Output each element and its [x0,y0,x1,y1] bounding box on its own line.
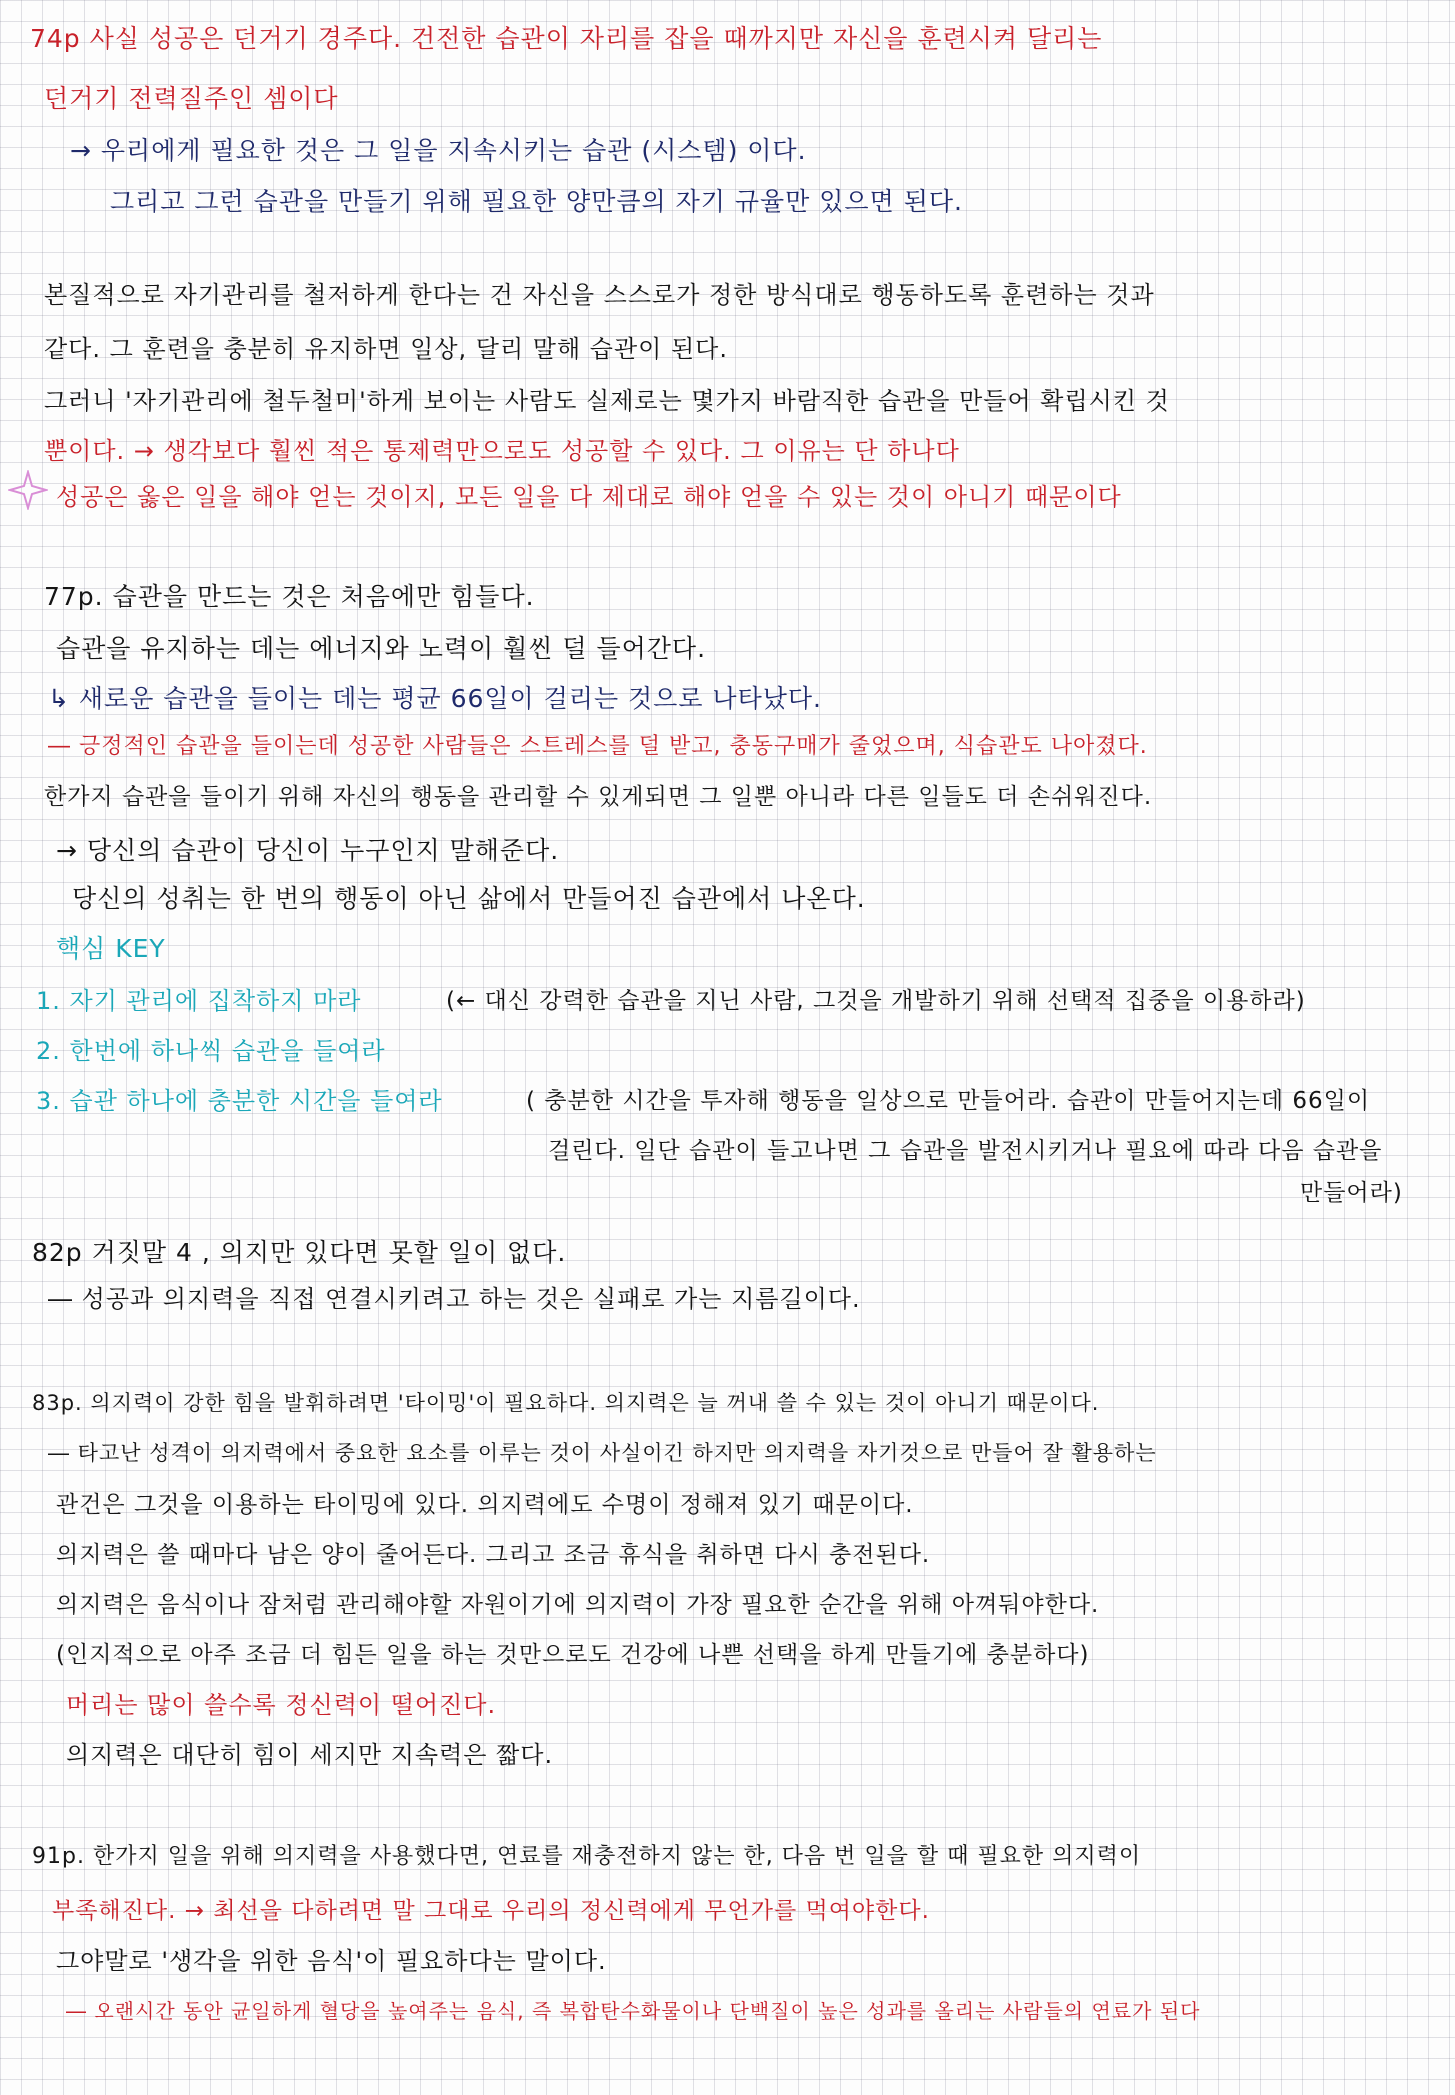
note-line: 성공은 옳은 일을 해야 얻는 것이지, 모든 일을 다 제대로 해야 얻을 수 있는 것이 아니기 때문이다 [56,483,1122,511]
note-line: ↳ 새로운 습관을 들이는 데는 평균 66일이 걸리는 것으로 나타났다. [48,684,822,713]
note-line: 82p 거짓말 4 , 의지만 있다면 못할 일이 없다. [32,1238,567,1267]
note-line: 한가지 습관을 들이기 위해 자신의 행동을 관리할 수 있게되면 그 일뿐 아니라 다른 일들도 더 손쉬워진다. [44,784,1153,810]
note-line: 91p. 한가지 일을 위해 의지력을 사용했다면, 연료를 재충전하지 않는 한, 다음 번 일을 할 때 필요한 의지력이 [32,1844,1142,1869]
note-line: 습관을 유지하는 데는 에너지와 노력이 훨씬 덜 들어간다. [56,634,707,663]
note-line: 관건은 그것을 이용하는 타이밍에 있다. 의지력에도 수명이 정해져 있기 때문이다. [56,1492,914,1518]
key-item-1: 1. 자기 관리에 집착하지 마라 [36,987,362,1015]
note-line: → 우리에게 필요한 것은 그 일을 지속시키는 습관 (시스템) 이다. [70,136,807,165]
note-line: 74p 사실 성공은 던거기 경주다. 건전한 습관이 자리를 잡을 때까지만 자신을 훈련시켜 달리는 [30,24,1103,53]
key-heading: 핵심 KEY [56,934,166,963]
note-line: 만들어라) [1300,1180,1403,1206]
note-line: 그야말로 '생각을 위한 음식'이 필요하다는 말이다. [56,1947,607,1975]
note-line: → 당신의 습관이 당신이 누구인지 말해준다. [56,836,560,865]
note-line: 당신의 성취는 한 번의 행동이 아닌 삶에서 만들어진 습관에서 나온다. [72,884,866,913]
note-line: ― 타고난 성격이 의지력에서 중요한 요소를 이루는 것이 사실이긴 하지만 의지력을 자기것으로 만들어 잘 활용하는 [48,1441,1157,1465]
note-line: ( 충분한 시간을 투자해 행동을 일상으로 만들어라. 습관이 만들어지는데 66일이 [526,1088,1371,1114]
note-line: 머리는 많이 쓸수록 정신력이 떨어진다. [66,1691,497,1719]
key-item-3: 3. 습관 하나에 충분한 시간을 들여라 [36,1087,443,1115]
star-mark-icon [8,470,48,510]
key-item-2: 2. 한번에 하나씩 습관을 들여라 [36,1037,386,1065]
note-line: ― 성공과 의지력을 직접 연결시키려고 하는 것은 실패로 가는 지름길이다. [48,1285,861,1313]
note-line: 본질적으로 자기관리를 철저하게 한다는 건 자신을 스스로가 정한 방식대로 행동하도록 훈련하는 것과 [44,281,1155,309]
note-line: 77p. 습관을 만드는 것은 처음에만 힘들다. [44,582,535,611]
note-line: 부족해진다. → 최선을 다하려면 말 그대로 우리의 정신력에게 무언가를 먹여야한다. [52,1898,930,1924]
note-line: 의지력은 대단히 힘이 세지만 지속력은 짧다. [66,1741,554,1769]
note-line: 뿐이다. → 생각보다 훨씬 적은 통제력만으로도 성공할 수 있다. 그 이유는 단 하나다 [44,437,960,465]
note-line: ― 긍정적인 습관을 들이는데 성공한 사람들은 스트레스를 덜 받고, 충동구매가 줄었으며, 식습관도 나아졌다. [48,734,1148,759]
note-line: 같다. 그 훈련을 충분히 유지하면 일상, 달리 말해 습관이 된다. [44,335,728,363]
note-line: 그리고 그런 습관을 만들기 위해 필요한 양만큼의 자기 규율만 있으면 된다. [110,187,963,216]
note-line: 걸린다. 일단 습관이 들고나면 그 습관을 발전시키거나 필요에 따라 다음 습관을 [548,1138,1383,1164]
note-line: 던거기 전력질주인 셈이다 [44,84,339,113]
note-line: (← 대신 강력한 습관을 지닌 사람, 그것을 개발하기 위해 선택적 집중을 이용하라) [446,988,1306,1014]
note-line: 의지력은 쓸 때마다 남은 양이 줄어든다. 그리고 조금 휴식을 취하면 다시 충전된다. [56,1542,931,1568]
note-line: 83p. 의지력이 강한 힘을 발휘하려면 '타이밍'이 필요하다. 의지력은 늘 꺼내 쓸 수 있는 것이 아니기 때문이다. [32,1391,1100,1415]
note-line: 그러니 '자기관리에 철두철미'하게 보이는 사람도 실제로는 몇가지 바람직한 습관을 만들어 확립시킨 것 [44,387,1170,415]
note-line: (인지적으로 아주 조금 더 힘든 일을 하는 것만으로도 건강에 나쁜 선택을 하게 만들기에 충분하다) [56,1642,1090,1668]
note-line: ― 오랜시간 동안 균일하게 혈당을 높여주는 음식, 즉 복합탄수화물이나 단백질이 높은 성과를 올리는 사람들의 연료가 된다 [66,1999,1201,2023]
note-line: 의지력은 음식이나 잠처럼 관리해야할 자원이기에 의지력이 가장 필요한 순간을 위해 아껴둬야한다. [56,1592,1100,1618]
